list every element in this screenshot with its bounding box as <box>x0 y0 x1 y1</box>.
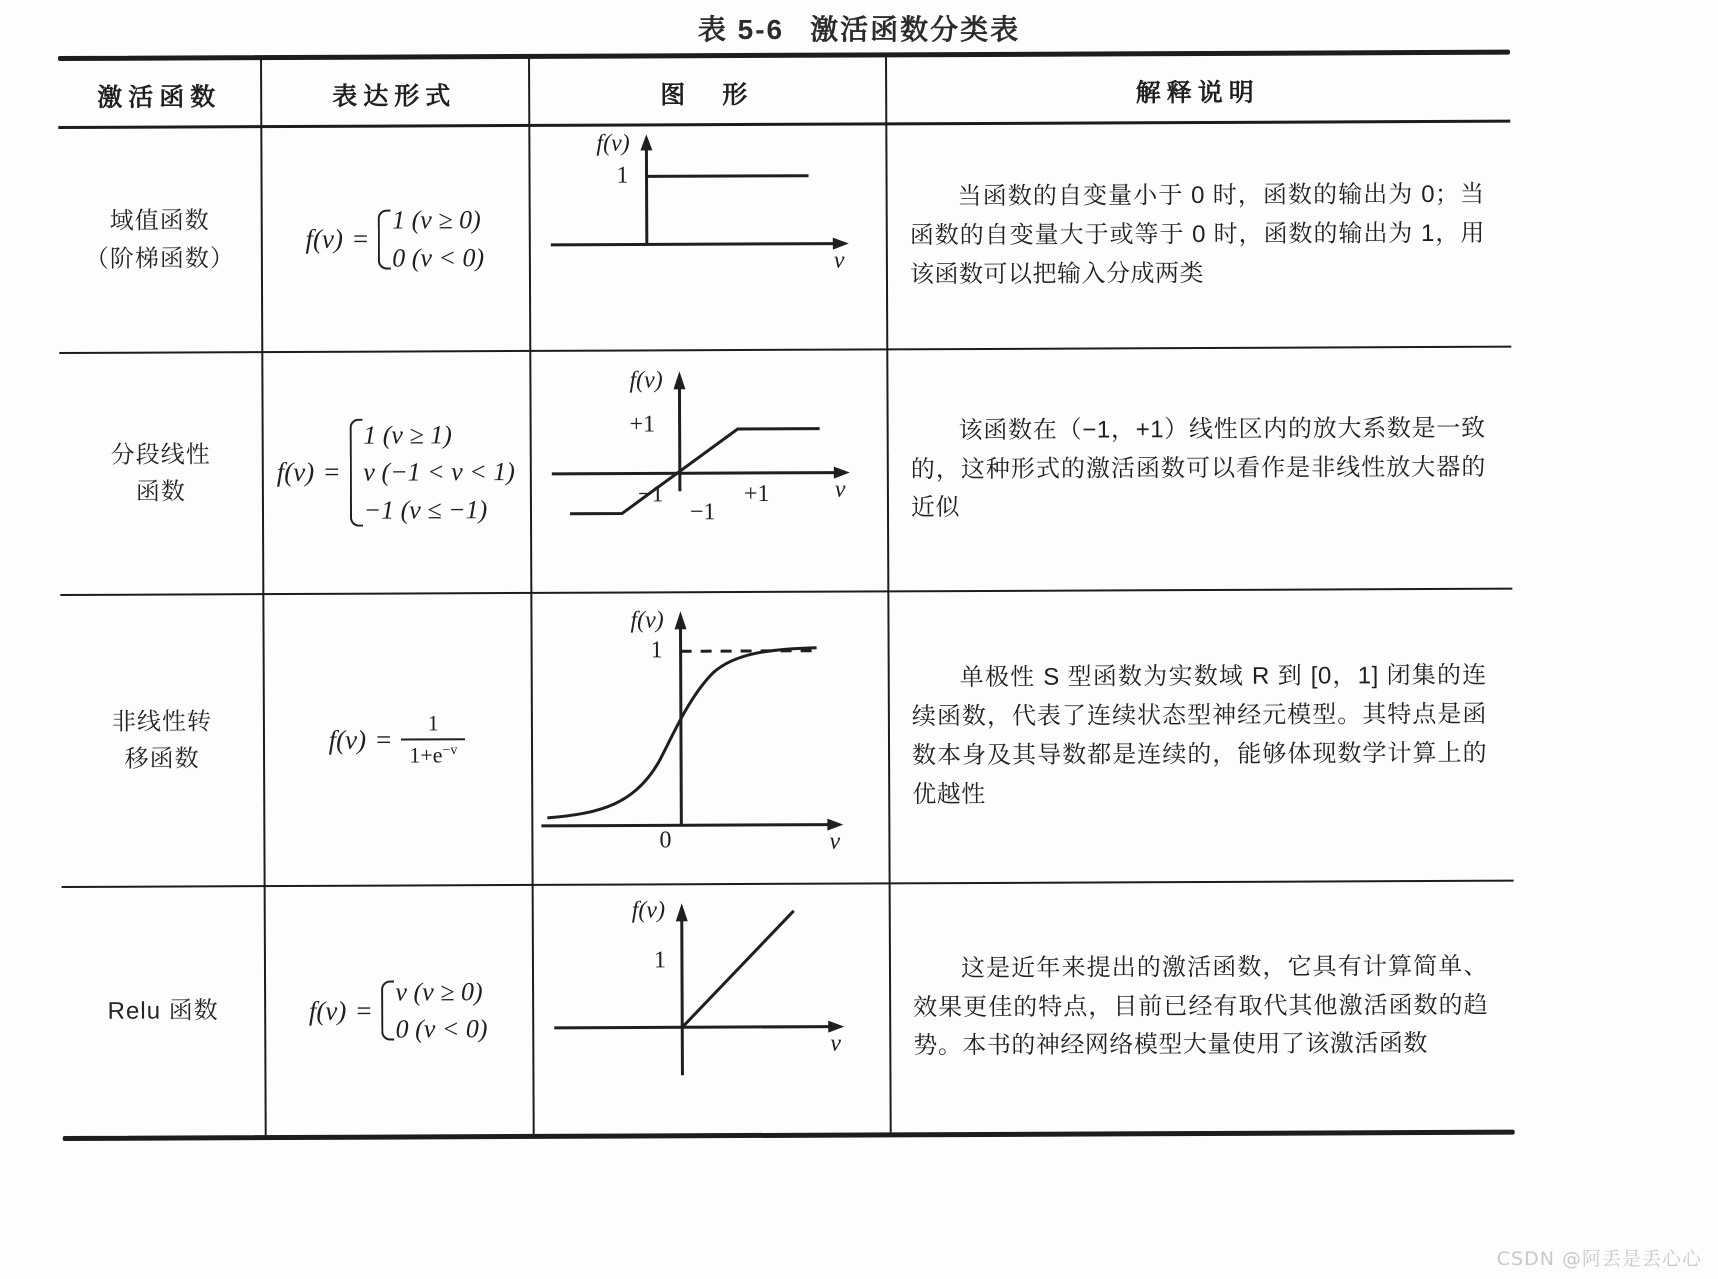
fraction <box>401 710 465 768</box>
function-name-line: （阶梯函数） <box>84 244 235 273</box>
table-row <box>58 123 1511 352</box>
table-caption: 激活函数分类表 <box>810 14 1021 45</box>
formula-case: 0 (v < 0) <box>392 242 485 273</box>
origin-label-zero: 0 <box>659 827 672 854</box>
function-name-line: 函数 <box>135 478 186 506</box>
explanation-text: 该函数在（−1，+1）线性区内的放大系数是一致的，这种形式的激活函数可以看作是非线性放大器的近似 <box>910 414 1486 522</box>
cell-explanation <box>886 348 1512 591</box>
cell-graph <box>528 125 886 350</box>
header-label: 图 形 <box>660 80 754 110</box>
explanation-text: 当函数的自变量小于 0 时，函数的输出为 0；当函数的自变量大于或等于 0 时，函数的输出为 1，用该函数可以把输入分成两类 <box>909 180 1485 289</box>
y-axis-label: f(v) <box>630 607 664 634</box>
cell-explanation <box>889 882 1515 1133</box>
y-axis-label: f(v) <box>596 130 630 157</box>
graph-step-function <box>528 125 886 350</box>
x-axis-label: v <box>834 476 846 503</box>
left-brace-icon <box>345 422 361 524</box>
activation-function-table <box>58 50 1515 1232</box>
fraction-denominator <box>401 740 465 768</box>
cell-explanation <box>887 590 1513 883</box>
denominator-base: 1+e <box>409 742 443 768</box>
table-row <box>62 882 1515 1136</box>
fraction-numerator: 1 <box>427 710 439 736</box>
column-header-explanation <box>885 64 1510 119</box>
cell-explanation <box>885 123 1511 349</box>
cell-formula <box>260 127 529 351</box>
graph-sigmoid-function <box>530 592 888 884</box>
csdn-watermark: CSDN @阿丢是丢心心 <box>1496 1248 1702 1270</box>
x-tick-label-plus1: +1 <box>743 480 770 508</box>
x-axis-label: v <box>833 247 845 274</box>
formula-case: v (−1 < v < 1) <box>363 457 515 488</box>
x-axis-label: v <box>830 1030 842 1057</box>
function-name-line: 移函数 <box>124 745 200 773</box>
explanation-text: 单极性 S 型函数为实数域 R 到 [0，1] 闭集的连续函数，代表了连续状态型神经元模型。其特点是函数本身及其导数都是连续的，能够体现数学计算上的优越性 <box>911 662 1488 809</box>
formula-case: −1 (v ≤ −1) <box>363 494 488 525</box>
y-tick-label-plus1: +1 <box>629 411 656 438</box>
table-top-rule <box>58 50 1510 61</box>
column-header-activation-function <box>58 69 260 122</box>
formula-step <box>305 206 484 271</box>
formula-piecewise-linear <box>276 421 515 524</box>
y-axis-label: f(v) <box>629 367 663 394</box>
table-row <box>60 590 1513 886</box>
function-name-line: 非线性转 <box>111 708 212 736</box>
formula-lhs: f(v) <box>308 995 347 1026</box>
cell-graph <box>532 884 890 1134</box>
function-name-line: 域值函数 <box>109 207 210 236</box>
step-function-plot <box>528 125 886 350</box>
cell-function-name <box>59 353 262 594</box>
function-name-line: Relu 函数 <box>107 997 219 1026</box>
function-name-line: 分段线性 <box>110 441 211 469</box>
cell-formula <box>261 352 530 593</box>
header-label: 解释说明 <box>1135 78 1260 108</box>
relu-plot <box>532 884 890 1134</box>
x-tick-label-minus1: −1 <box>637 481 664 508</box>
y-tick-label: 1 <box>616 162 629 189</box>
formula-case: 1 (v ≥ 1) <box>363 420 452 450</box>
column-header-expression-form <box>260 68 528 121</box>
header-label: 激活函数 <box>97 83 222 112</box>
x-axis-label: v <box>829 828 841 855</box>
cell-formula <box>262 594 531 885</box>
header-label: 表达形式 <box>332 82 457 111</box>
formula-lhs: f(v) <box>305 223 344 254</box>
formula-sigmoid <box>328 710 465 769</box>
table-row <box>59 348 1512 594</box>
formula-lhs: f(v) <box>328 724 367 755</box>
table-number: 表 5-6 <box>697 14 785 45</box>
y-axis-label: f(v) <box>631 897 666 924</box>
cell-function-name <box>60 595 263 886</box>
graph-relu-function <box>532 884 890 1134</box>
cell-function-name <box>62 887 265 1136</box>
left-brace-icon <box>377 978 393 1043</box>
formula-equals: = <box>375 724 392 755</box>
formula-equals: = <box>324 457 340 488</box>
formula-case: 0 (v < 0) <box>395 1014 488 1044</box>
cell-graph <box>529 350 887 592</box>
left-brace-icon <box>374 207 390 272</box>
denominator-exponent: −v <box>442 742 458 759</box>
y-tick-label-one: 1 <box>650 637 663 664</box>
y-tick-label-minus1: −1 <box>689 499 716 526</box>
cell-graph <box>530 592 888 884</box>
page-title <box>0 8 1718 48</box>
y-tick-label-one: 1 <box>653 947 667 974</box>
formula-equals: = <box>352 223 369 254</box>
cell-formula <box>264 886 533 1135</box>
formula-lhs: f(v) <box>276 457 315 488</box>
cell-function-name <box>58 128 261 352</box>
piecewise-linear-plot <box>529 350 887 592</box>
column-header-graph <box>528 66 885 120</box>
formula-case: v (v ≥ 0) <box>395 976 483 1007</box>
formula-relu <box>309 978 488 1043</box>
formula-case: 1 (v ≥ 0) <box>392 205 481 235</box>
formula-equals: = <box>356 995 372 1026</box>
graph-piecewise-linear-function <box>529 350 887 592</box>
explanation-text: 这是近年来提出的激活函数，它具有计算简单、效果更佳的特点，目前已经有取代其他激活函数的趋势。本书的神经网络模型大量使用了该激活函数 <box>913 952 1489 1060</box>
